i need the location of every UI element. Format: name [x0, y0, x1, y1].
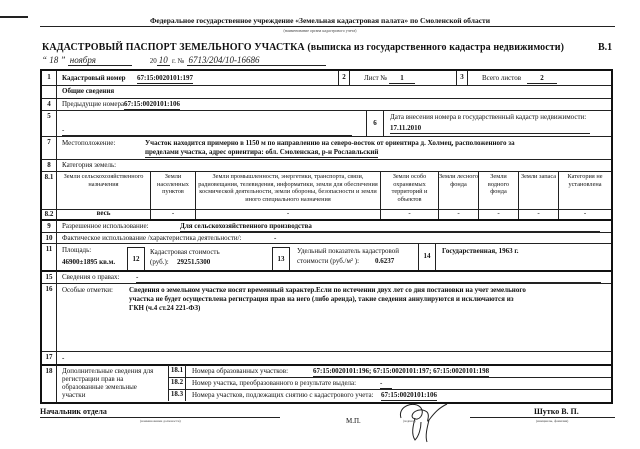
total-sheets-label: Всего листов: [482, 74, 522, 82]
row-5-value: -: [62, 126, 352, 136]
rights-label: Сведения о правах:: [62, 273, 120, 281]
category-forest: Земли лесного фонда: [439, 171, 479, 209]
specific-value-unit: стоимости (руб./м² ):: [297, 257, 360, 265]
row-18-3: [168, 389, 611, 401]
registration-date-value: 17.11.2010: [390, 124, 590, 134]
formed-plots-value: 67:15:0020101:196; 67:15:0020101:197; 67:15:0020101:198: [313, 367, 490, 375]
additional-info-label: Дополнительные сведения для регистрации прав на образованные земельные участки: [62, 367, 154, 399]
row-8-1: [42, 171, 611, 210]
signature-icon: [395, 398, 455, 443]
category-agricultural: Земли сельскохозяйственного назначения: [57, 171, 151, 209]
organization-underline: [40, 26, 615, 27]
location-label: Местоположение:: [62, 139, 116, 147]
special-notes-line3: ГКН (ч.4 ст.24 221-ФЗ): [129, 304, 201, 312]
row-number: 9: [42, 220, 57, 232]
form-code: В.1: [598, 42, 613, 53]
cadastral-value-unit: (руб.):: [150, 258, 169, 266]
row-number: 14: [418, 243, 436, 270]
row-17-value: -: [62, 354, 65, 362]
formed-plots-label: Номера образованных участков:: [192, 367, 289, 375]
date-day: “ 18 ”: [42, 55, 66, 65]
row-number: 18.1: [168, 365, 186, 377]
category-value: -: [439, 209, 479, 219]
year-suffix: 10: [158, 55, 168, 65]
row-number: 8.1: [42, 171, 57, 209]
position-title: Начальник отдела: [40, 407, 107, 416]
row-number: 7: [42, 136, 57, 159]
document-number: 6713/204/10-16686: [187, 55, 326, 66]
row-number: 12: [127, 247, 145, 270]
transformed-plot-label: Номер участка, преобразованного в результате выдела:: [192, 379, 357, 387]
permitted-use-label: Разрешенное использование:: [62, 222, 149, 230]
area-value: 46900±1895 кв.м.: [62, 258, 116, 266]
category-industry: Земли промышленности, энергетики, транспорта, связи, радиовещания, телевидения, информатики, земли для обеспечения космической деятельности, земли обороны, безопасности и земли иного специального назначения: [196, 171, 381, 209]
category-reserve: Земли запаса: [519, 171, 559, 209]
row-number-empty: [42, 85, 57, 98]
row-number: 6: [366, 110, 384, 136]
category-value: -: [519, 209, 559, 219]
special-notes-label: Особые отметки:: [62, 286, 113, 294]
special-notes-line2: участка не будет осуществлена регистрация прав на него (либо аренда), такие сведения аннулируются и исключаются из: [129, 295, 514, 303]
category-value: -: [479, 209, 519, 219]
date-month: ноября: [68, 55, 132, 66]
transformed-plot-value: -: [380, 379, 392, 389]
row-number: 10: [42, 232, 57, 243]
specific-value: 0.6237: [375, 257, 395, 265]
additional-info-subtable: [168, 365, 611, 402]
document-date-number: [42, 55, 326, 66]
row-18: [42, 365, 611, 402]
organization-name: Федеральное государственное учреждение «Земельная кадастровая палата» по Смоленской области: [149, 16, 491, 25]
category-not-set: Категория не установлена: [567, 173, 603, 188]
ownership-value: Государственная, 1963 г.: [442, 247, 519, 255]
category-water: Земли водного фонда: [479, 171, 519, 209]
position-underline: [40, 417, 280, 418]
category-protected: Земли особо охраняемых территорий и объектов: [381, 171, 439, 209]
general-info-heading: Общие сведения: [62, 87, 115, 95]
location-value-line2: пределами участка, адрес ориентира: обл. Смоленская, р-н Рославльский: [145, 148, 379, 156]
row-number: 5: [42, 110, 57, 136]
category-value: -: [381, 209, 439, 219]
organization-caption: (наименование органа кадастрового учета): [283, 28, 357, 33]
row-number: 18: [42, 365, 57, 402]
document-title: КАДАСТРОВЫЙ ПАСПОРТ ЗЕМЕЛЬНОГО УЧАСТКА (выписка из государственного кадастра недвижимости): [42, 42, 565, 53]
signer-underline: [470, 417, 615, 418]
category-settlements: Земли населенных пунктов: [151, 171, 196, 209]
row-number: 15: [42, 271, 57, 283]
row-11: [42, 243, 611, 272]
special-notes-line1: Сведения о земельном участке носят временный характер.Если по истечении двух лет со дня постановки на учет земельного: [129, 286, 526, 294]
position-caption: (наименование должности): [140, 419, 181, 423]
cadastral-value: 29251.5300: [177, 258, 211, 266]
actual-use-value: -: [274, 234, 277, 242]
area-label: Площадь:: [62, 246, 92, 254]
row-number: 17: [42, 351, 57, 364]
category-value: -: [583, 209, 587, 217]
row-7: [42, 136, 611, 160]
row-number: 1: [42, 71, 57, 85]
removed-plots-label: Номера участков, подлежащих снятию с кадастрового учета:: [192, 391, 374, 399]
row-number: 11: [42, 243, 57, 270]
row-general: [42, 85, 611, 99]
row-number: 16: [42, 283, 57, 351]
row-number: 13: [272, 247, 290, 270]
row-16: [42, 283, 611, 352]
cadastral-number-label: Кадастровый номер: [62, 74, 126, 82]
row-number: 18.3: [168, 389, 186, 401]
cadastral-value-label: Кадастровая стоимость: [150, 248, 220, 256]
row-number: 8: [42, 159, 57, 171]
signer-name: Шутко В. П.: [534, 407, 579, 416]
specific-value-label: Удельный показатель кадастровой: [297, 247, 400, 255]
row-5: [42, 110, 611, 137]
row-1: [42, 71, 611, 86]
cadastral-table: [40, 69, 613, 404]
location-value-line1: Участок находится примерно в 1150 м по направлению на северо-восток от ориентира д. Холмец, расположенного за: [145, 139, 515, 147]
row-number: 2: [338, 71, 350, 85]
permitted-use-value: Для сельскохозяйственного производства: [180, 222, 600, 232]
registration-date-label: Дата внесения номера в государственный кадастр недвижимости:: [390, 113, 587, 121]
land-category-label: Категория земель:: [62, 161, 117, 169]
year-label: г. №: [172, 57, 185, 65]
category-value: -: [196, 209, 381, 219]
previous-numbers-value: 67:15:0020101:106: [124, 100, 180, 108]
cadastral-number-value: 67:15:0020101:197: [137, 74, 193, 82]
row-number: 18.2: [168, 377, 186, 389]
year-prefix: 20: [149, 57, 157, 65]
signer-caption: (инициалы, фамилия): [536, 419, 569, 423]
category-value: -: [151, 209, 196, 219]
stamp-place-label: М.П.: [346, 417, 361, 425]
sheet-label: Лист №: [364, 74, 388, 82]
actual-use-label: Фактическое использование /характеристика деятельности/:: [62, 234, 242, 242]
sheet-value: 1: [389, 74, 415, 84]
row-number: 3: [456, 71, 468, 85]
row-number: 8.2: [42, 209, 57, 219]
category-value: весь: [57, 209, 151, 219]
signature-caption: (подпись): [403, 419, 416, 423]
removed-plots-value: 67:15:0020101:106: [381, 391, 437, 399]
rights-value: -: [136, 273, 601, 283]
row-number: 4: [42, 98, 57, 110]
total-sheets-value: 2: [527, 74, 557, 84]
row-17: [42, 351, 611, 366]
previous-numbers-label: Предыдущие номера:: [62, 100, 127, 108]
